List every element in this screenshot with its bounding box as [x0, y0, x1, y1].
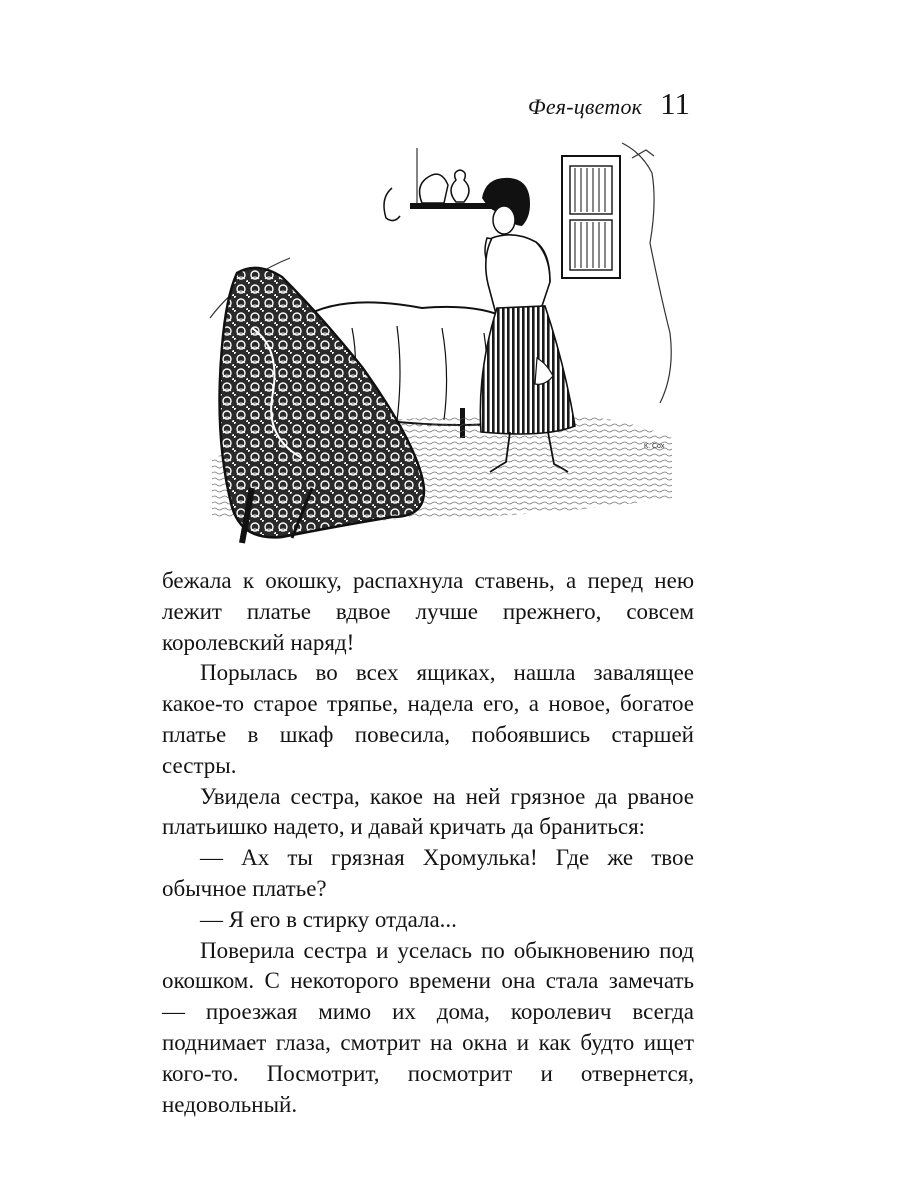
page-number: 11 [660, 86, 690, 121]
running-title: Фея-цветок [527, 94, 643, 119]
story-text [162, 566, 694, 1120]
illustration [192, 128, 682, 548]
paragraph-4: Поверила сестра и уселась по обыкновению под окошком. С некоторого времени она стала замечать — проезжая мимо их дома, королевич всегда поднимает глаза, смотрит на окна и как будто ищет кого-то. Посмотрит, посмотрит и отвернется, недовольный. [162, 937, 694, 1117]
running-head [528, 88, 690, 120]
window-shutter [562, 156, 620, 278]
artist-signature: К. Сох [644, 443, 665, 450]
paragraph-1: бежала к окошку, распахнула ставень, а перед нею лежит платье вдвое лучше прежнего, совсем королевский наряд! [162, 568, 694, 655]
girl-figure [480, 178, 575, 472]
paragraph-3: Увидела сестра, какое на ней грязное да рваное платьишко надето, и давай кричать да браниться: [162, 783, 694, 840]
paragraph-2: Порылась во всех ящиках, нашла завалящее какое-то старое тряпье, надела его, а новое, богатое платье в шкаф повесила, побоявшись старшей сестры. [162, 660, 694, 778]
dialogue-line-1: — Ах ты грязная Хромулька! Где же твое обычное платье? [162, 845, 694, 901]
dialogue-line-2: — Я его в стирку отдала... [200, 906, 457, 932]
